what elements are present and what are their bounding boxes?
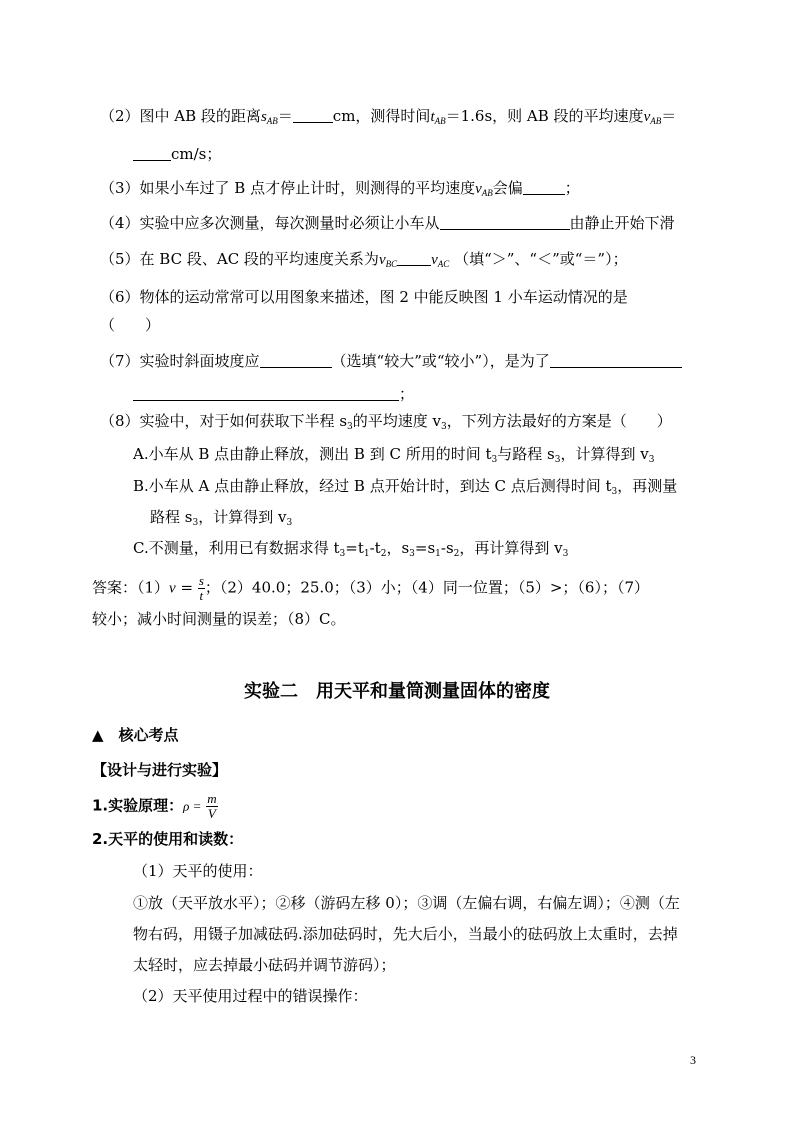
q5-text: （5）在 BC 段、AC 段的平均速度关系为 [100, 250, 379, 268]
q8-stem-text2: 的平均速度 v [352, 412, 441, 430]
q8-sub: 3 [648, 455, 655, 465]
q8-c-text3: -t [369, 539, 381, 557]
q8-sub: 3 [409, 549, 415, 559]
q4-text: （4）实验中应多次测量，每次测量时必须让小车从 [100, 214, 440, 232]
q8-option-a [133, 444, 654, 464]
q8-sub: 2 [380, 549, 387, 559]
q2-unit-cm: cm，测得时间 [332, 107, 431, 125]
q6-line2 [100, 315, 160, 335]
q3-line [100, 178, 580, 199]
q8-stem [100, 411, 672, 431]
balance-steps-1: ①放（天平放水平）；②移（游码左移 0）；③调（左偏右调，右偏左调）；④测（左 [133, 894, 680, 912]
balance-errors-label: （2）天平使用过程中的错误操作： [133, 987, 368, 1005]
q4-line [100, 213, 675, 233]
q7-blank2[interactable] [550, 352, 682, 368]
q8-a-text2: 与路程 s [497, 445, 555, 463]
q2-time: ＝1.6s，则 AB 段的平均速度 [445, 107, 644, 125]
answer-text: ；（2）40.0；25.0；（3）小；（4）同一位置；（5）>；（6）；（7） [204, 578, 650, 597]
q3-text2: 会偏 [492, 179, 523, 197]
q8-sub: 1 [435, 549, 441, 559]
q8-c-text: C.不测量，利用已有数据求得 t [133, 539, 340, 557]
q8-stem-text3: ，下列方法最好的方案是（ ） [446, 412, 672, 430]
q8-sub: 3 [562, 549, 569, 559]
var-t-ab: $t_{AB}$ [430, 109, 446, 126]
q2-line1 [100, 106, 676, 127]
q8-option-b-cont [150, 507, 292, 527]
q8-sub: 3 [347, 422, 353, 432]
q5-blank[interactable] [397, 250, 431, 266]
q8-c-text6: -s [440, 539, 454, 557]
design-heading: 【设计与进行实验】 [92, 761, 228, 779]
var-v-ab: $v_{AB}$ [643, 109, 662, 126]
var-v-bc: $v_{BC}$ [378, 252, 398, 269]
q3-end: ； [564, 179, 580, 197]
q6-bracket: （ ） [100, 316, 161, 334]
q5-text2: （填“＞”、“＜”或“＝”）； [454, 250, 628, 268]
section-title: 实验二 用天平和量筒测量固体的密度 [244, 681, 550, 702]
balance-steps-3: 太轻时，应去掉最小砝码并调节游码）； [133, 956, 396, 974]
q8-a-text3: ，计算得到 v [560, 445, 649, 463]
q6-line1 [100, 287, 628, 307]
q8-sub: 1 [363, 549, 370, 559]
q7-line1 [100, 351, 682, 371]
q2-text: （2）图中 AB 段的距离 [100, 107, 261, 125]
q8-option-b [133, 476, 677, 496]
q8-b-text: B.小车从 A 点由静止释放，经过 B 点开始计时，到达 C 点后测得时间 t [133, 477, 612, 495]
q8-sub: 3 [286, 518, 293, 528]
formula-rho: ρ = [183, 798, 202, 814]
q7-blank1[interactable] [260, 352, 332, 368]
q8-sub: 3 [554, 455, 561, 465]
q8-sub: 3 [192, 518, 199, 528]
q8-c-text7: ，再计算得到 v [459, 539, 563, 557]
q2-blank-speed[interactable] [133, 145, 171, 161]
var-v-ab: $v_{AB}$ [475, 181, 493, 198]
q8-sub: 3 [611, 487, 618, 497]
q8-c-text2: =t [345, 539, 364, 557]
q8-sub: 3 [339, 549, 346, 559]
q2-unit-cms: cm/s； [171, 145, 222, 163]
q8-option-c [133, 538, 568, 558]
q3-text: （3）如果小车过了 B 点才停止计时，则测得的平均速度 [100, 179, 476, 197]
q8-sub: 3 [441, 422, 447, 432]
answer-text2: 较小；减小时间测量的误差；（8）C。 [92, 610, 346, 628]
answer-line1: 答案：（1）v = $\frac{s}{t}$ ；（2）40.0；25.0；（3）小；（4）同一位置；（5）>；（6）；（7） [92, 573, 650, 603]
q8-sub: 3 [491, 455, 498, 465]
q6-text: （6）物体的运动常常可以用图象来描述，图 2 中能反映图 1 小车运动情况的是 [100, 288, 628, 306]
q2-line2 [133, 144, 221, 164]
answer-label: 答案：（1） [92, 578, 170, 597]
q5-line [100, 249, 628, 270]
q7-text: （7）实验时斜面坡度应 [100, 352, 260, 370]
q7-end: ； [399, 385, 415, 403]
q2-eq2: ＝ [661, 107, 677, 125]
core-heading: ▲ 核心考点 [92, 726, 179, 744]
q7-line2 [133, 384, 414, 404]
q8-stem-text: （8）实验中，对于如何获取下半程 s [100, 412, 348, 430]
q3-blank[interactable] [523, 179, 565, 195]
q8-sub: 2 [453, 549, 460, 559]
q8-b-text4: ，计算得到 v [198, 508, 287, 526]
q7-blank3[interactable] [133, 385, 399, 401]
q2-eq: ＝ [277, 107, 293, 125]
formula-v: v [169, 580, 176, 597]
var-s-ab: $s_{AB}$ [260, 109, 278, 126]
q8-b-text3: 路程 s [150, 508, 193, 526]
balance-steps-2: 物右码，用镊子加减砝码.添加砝码时，先大后小，当最小的砝码放上太重时，去掉 [133, 925, 678, 943]
principle-label: 1.实验原理： [92, 796, 184, 815]
balance-use-label: （1）天平的使用： [133, 862, 263, 880]
q7-text2: （选填“较大”或“较小”），是为了 [331, 352, 550, 370]
q8-c-text4: ，s [386, 539, 410, 557]
q4-text2: 由静止开始下滑 [569, 214, 675, 232]
fraction-s-over-t: $\frac{s}{t}$ [198, 573, 204, 603]
q2-blank-distance[interactable] [293, 107, 333, 123]
balance-heading: 2.天平的使用和读数： [92, 830, 244, 848]
var-v-ac: $v_{AC}$ [431, 252, 450, 269]
q8-c-text5: =s [414, 539, 436, 557]
q4-blank[interactable] [440, 214, 570, 230]
answer-line2 [92, 609, 346, 629]
q8-b-text2: ，再测量 [617, 477, 678, 495]
q8-a-text: A.小车从 B 点由静止释放，测出 B 到 C 所用的时间 t [133, 445, 492, 463]
fraction-m-over-v: $\frac{m}{V}$ [207, 791, 217, 821]
page-number: 3 [690, 1053, 696, 1067]
principle-line [92, 792, 218, 821]
